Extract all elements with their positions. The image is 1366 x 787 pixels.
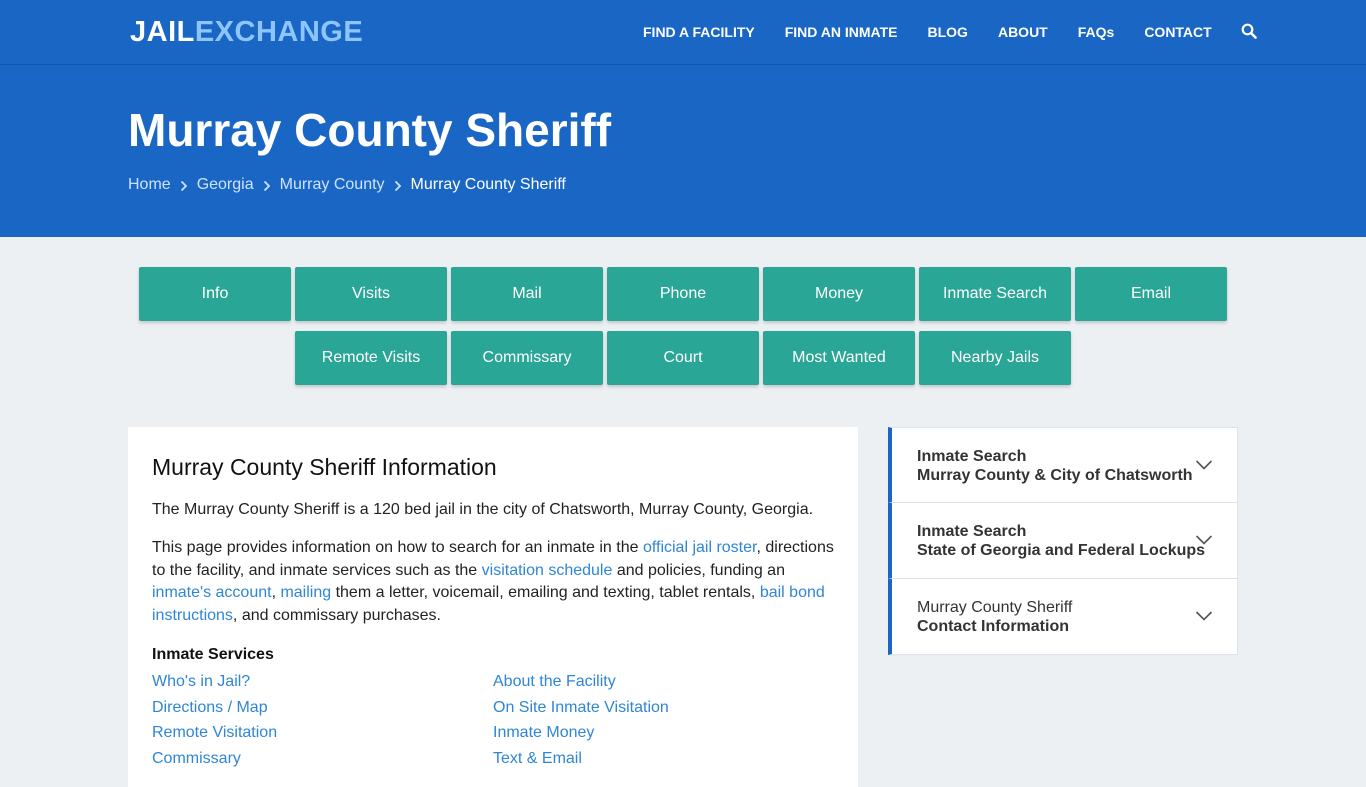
tab-inmate-search[interactable]: Inmate Search: [919, 267, 1071, 321]
breadcrumb: [128, 176, 566, 194]
section-buttons-row-2: [0, 331, 1366, 385]
breadcrumb-murray-county[interactable]: Murray County: [279, 176, 385, 193]
service-link-directions[interactable]: Directions / Map: [152, 698, 268, 716]
service-link-whos-in-jail[interactable]: Who's in Jail?: [152, 673, 251, 690]
text-segment: and policies, funding an: [612, 561, 785, 579]
info-card: [128, 427, 858, 787]
tab-info[interactable]: Info: [139, 267, 291, 321]
chevron-down-icon: [1195, 609, 1213, 621]
logo-exchange: EXCHANGE: [194, 16, 364, 48]
accordion-contact-information[interactable]: [888, 579, 1238, 655]
accordion-subtitle: Contact Information: [917, 618, 1069, 635]
tab-phone[interactable]: Phone: [607, 267, 759, 321]
tab-remote-visits[interactable]: Remote Visits: [295, 331, 447, 385]
search-icon[interactable]: [1241, 23, 1259, 41]
site-logo[interactable]: [130, 16, 363, 49]
service-link-onsite-visitation[interactable]: On Site Inmate Visitation: [493, 698, 669, 716]
link-visitation-schedule[interactable]: visitation schedule: [481, 561, 613, 579]
top-navbar: [0, 0, 1366, 64]
services-column-1: [152, 669, 277, 771]
accordion-inmate-search-state[interactable]: [888, 503, 1238, 579]
logo-jail: JAIL: [130, 16, 195, 48]
tab-commissary[interactable]: Commissary: [451, 331, 603, 385]
intro-paragraph: The Murray County Sheriff is a 120 bed jail in the city of Chatsworth, Murray County, Georgia.: [152, 501, 814, 518]
link-mailing[interactable]: mailing: [280, 584, 332, 601]
nav-contact[interactable]: CONTACT: [1144, 24, 1212, 40]
chevron-right-icon: [180, 179, 188, 191]
nav-find-facility[interactable]: FIND A FACILITY: [643, 24, 755, 40]
page-title: Murray County Sheriff: [128, 104, 612, 156]
accordion-title: Inmate Search: [917, 523, 1027, 540]
breadcrumb-georgia[interactable]: Georgia: [196, 176, 254, 193]
text-segment: This page provides information on how to search for an inmate in the: [152, 539, 643, 556]
tab-nearby-jails[interactable]: Nearby Jails: [919, 331, 1071, 385]
text-segment: , directions to the facility, and inmate services such as the: [152, 539, 834, 579]
text-segment: ,: [271, 584, 281, 601]
accordion-title: Murray County Sheriff: [917, 599, 1073, 616]
tab-money[interactable]: Money: [763, 267, 915, 321]
sidebar-accordion: [888, 427, 1238, 655]
nav-faqs[interactable]: FAQs: [1077, 24, 1115, 40]
info-heading: Murray County Sheriff Information: [152, 454, 497, 480]
chevron-right-icon: [394, 179, 402, 191]
link-official-jail-roster[interactable]: official jail roster: [642, 539, 757, 556]
description-paragraph: [152, 537, 842, 627]
tab-email[interactable]: Email: [1075, 267, 1227, 321]
section-buttons-row-1: [0, 267, 1366, 321]
text-segment: , and commissary purchases.: [232, 606, 441, 624]
chevron-right-icon: [263, 179, 271, 191]
breadcrumb-home[interactable]: Home: [128, 176, 171, 193]
link-bail-bond-instructions[interactable]: bail bond instructions: [152, 584, 825, 624]
services-column-2: [493, 669, 669, 771]
tab-most-wanted[interactable]: Most Wanted: [763, 331, 915, 385]
service-link-about-facility[interactable]: About the Facility: [493, 673, 616, 690]
tab-court[interactable]: Court: [607, 331, 759, 385]
services-heading: Inmate Services: [152, 646, 274, 663]
service-link-text-email[interactable]: Text & Email: [493, 749, 582, 767]
nav-blog[interactable]: BLOG: [927, 24, 968, 40]
accordion-subtitle: Murray County & City of Chatsworth: [917, 467, 1193, 484]
accordion-subtitle: State of Georgia and Federal Lockups: [917, 542, 1206, 559]
tab-mail[interactable]: Mail: [451, 267, 603, 321]
accordion-inmate-search-county[interactable]: [888, 427, 1238, 503]
nav-about[interactable]: ABOUT: [997, 24, 1048, 40]
accordion-title: Inmate Search: [917, 448, 1027, 465]
main-nav: [628, 0, 1259, 64]
text-segment: them a letter, voicemail, emailing and texting, tablet rentals,: [331, 584, 760, 601]
service-link-inmate-money[interactable]: Inmate Money: [493, 724, 595, 742]
service-link-commissary[interactable]: Commissary: [152, 749, 241, 767]
chevron-down-icon: [1195, 533, 1213, 545]
service-link-remote-visitation[interactable]: Remote Visitation: [152, 724, 278, 742]
link-inmates-account[interactable]: inmate's account: [152, 584, 272, 601]
nav-find-inmate[interactable]: FIND AN INMATE: [784, 24, 898, 40]
tab-visits[interactable]: Visits: [295, 267, 447, 321]
breadcrumb-current: Murray County Sheriff: [410, 176, 566, 193]
chevron-down-icon: [1195, 458, 1213, 470]
page-hero: [0, 64, 1366, 237]
